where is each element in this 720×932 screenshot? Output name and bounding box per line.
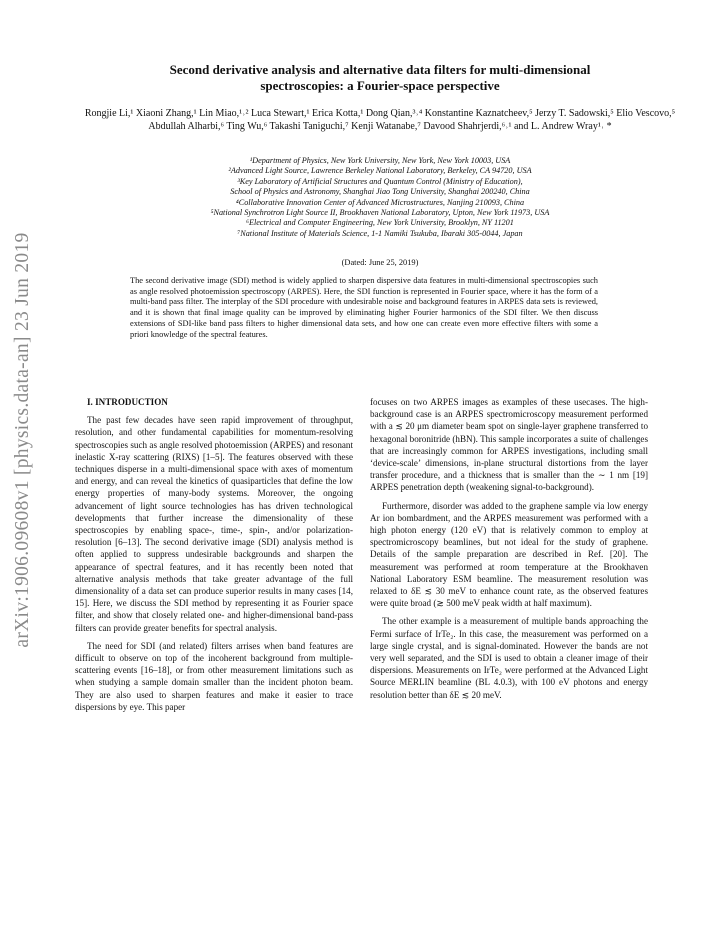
affiliation-line: ²Advanced Light Source, Lawrence Berkeley National Laboratory, Berkeley, CA 94720, USA <box>228 166 532 176</box>
affiliation-line: ⁵National Synchrotron Light Source II, Brookhaven National Laboratory, Upton, New York 11973, USA <box>210 208 550 218</box>
section-title: I. INTRODUCTION <box>87 397 168 407</box>
arxiv-identifier: arXiv:1906.09608v1 [physics.data-an] 23 Jun 2019 <box>12 232 33 648</box>
affiliations <box>70 156 690 239</box>
right-column <box>370 396 648 701</box>
body-paragraph: Furthermore, disorder was added to the graphene sample via low energy Ar ion bombardment, and the ARPES measurement was performed with a high photon energy (120 eV) that is relatively common to employ at spectromicroscopy beamlines, but not ideal for the study of graphene. Details of the sample preparation are described in Ref. [20]. The measurement was performed at room temperature at the Brookhaven National Laboratory ESM beamline. The measurement resolution was relaxed to δE ≲ 30 meV to enhance count rate, as the observed features were quite broad (≳ 500 meV peak width at half maximum). <box>370 500 648 609</box>
affiliation-line: ³Key Laboratory of Artificial Structures and Quantum Control (Ministry of Education), <box>237 176 523 186</box>
left-column <box>75 396 353 713</box>
author-list: Rongjie Li,¹ Xiaoni Zhang,¹ Lin Miao,¹˒² Luca Stewart,¹ Erica Kotta,¹ Dong Qian,³˒⁴ Konstantine Kaznatcheev,⁵ Jerzy T. Sadowski,⁵ Elio Vescovo,⁵ Abdullah Alharbi,⁶ Ting Wu,⁶ Takashi Taniguchi,⁷ Kenji Watanabe,⁷ Davood Shahrjerdi,⁶˒¹ and L. Andrew Wray¹˒ * <box>84 108 676 133</box>
body-paragraph: The past few decades have seen rapid improvement of throughput, resolution, and other fundamental capabilities for momentum-resolving spectroscopies such as angle resolved photoemission (ARPES) and resonant inelastic X-ray scattering (RIXS) [1–5]. The features observed with these techniques disperse in a multi-dimensional space with axes of momentum and energy, and can reveal the kinetics of quasiparticles that define the low energy properties of many-body systems. Moreover, the ongoing advancement of light source technologies has has driven technological developments that further increase the dimensionality of these spectroscopies by enabling space-, time-, spin-, and/or polarization- resolution [6–13]. The second derivative image (SDI) analysis method is often applied to suppress undesirable backgrounds and sharpen the appearance of spectral features, and it has recently been noted that alternative analysis methods that take greater advantage of the full dimensionality of a data set can produce superior results in many cases [14, 15]. Here, we discuss the SDI method by representing it as Fourier space filter, and show that closely related one- and higher-dimensional band-pass filters can provide greater benefits for spectral analysis. <box>75 415 353 633</box>
affiliation-line: ⁷National Institute of Materials Science, 1-1 Namiki Tsukuba, Ibaraki 305-0044, Japan <box>237 228 523 238</box>
paper-title <box>70 62 690 94</box>
title-line-1: Second derivative analysis and alternative data filters for multi-dimensional <box>169 62 591 77</box>
dated-line: (Dated: June 25, 2019) <box>341 258 419 267</box>
affiliation-line: School of Physics and Astronomy, Shanghai Jiao Tong University, Shanghai 200240, China <box>230 187 530 197</box>
affiliation-line: ¹Department of Physics, New York University, New York, New York 10003, USA <box>249 156 511 165</box>
affiliation-line: ⁶Electrical and Computer Engineering, New York University, Brooklyn, NY 11201 <box>246 218 514 228</box>
body-paragraph: The need for SDI (and related) filters arrises when band features are difficult to observe on top of the incoherent background from multiple-scattering events [16–18], or from other measurement limitations such as when studying a sample domain smaller than the incident photon beam. They are also used to sharpen features and make it easier to trace dispersions by eye. This paper <box>75 640 353 712</box>
affiliation-line: ⁴Collaborative Innovation Center of Advanced Microstructures, Nanjing 210093, China <box>235 197 525 207</box>
arxiv-stamp-margin <box>0 0 46 932</box>
abstract: The second derivative image (SDI) method is widely applied to sharpen dispersive data features in multi-dimensional spectroscopies such as angle resolved photoemission spectroscopy (ARPES). Here, the SDI function is represented in Fourier space, where it has the form of a multi-band pass filter. The interplay of the SDI procedure with undesirable noise and background features in ARPES data sets is reviewed, and it is shown that final image quality can be improved by eliminating higher Fourier harmonics of the SDI filter. We then discuss extensions of SDI-like band pass filters to higher dimensional data sets, and how one can create even more effective filters with some a priori knowledge of the spectral features. <box>130 276 598 339</box>
body-paragraph: The other example is a measurement of multiple bands approaching the Fermi surface of IrTe₂. In this case, the measurement was performed on a large single crystal, and is signal-dominated. However the bands are not very well separated, and the SDI is used to obtain a cleaner image of their dispersions. Measurements on IrTe₂ were performed at the Advanced Light Source MERLIN beamline (BL 4.0.3), with 100 eV photons and energy resolution better than δE ≲ 20 meV. <box>370 616 648 700</box>
title-line-2: spectroscopies: a Fourier-space perspective <box>260 78 500 93</box>
body-paragraph: focuses on two ARPES images as examples of these usecases. The high-background case is an ARPES spectromicroscopy measurement performed with a ≲ 20 μm diameter beam spot on single-layer graphene transferred to hexagonal boronitride (hBN). This sample incorporates a suite of challenges that are increasingly common for ARPES investigations, including small ‘device-scale’ dimensions, in-plane structural distortions from the layer transfer procedure, and a thickness that is smaller than the ∼ 1 nm [19] ARPES penetration depth (weakening signal-to-background). <box>370 397 648 493</box>
